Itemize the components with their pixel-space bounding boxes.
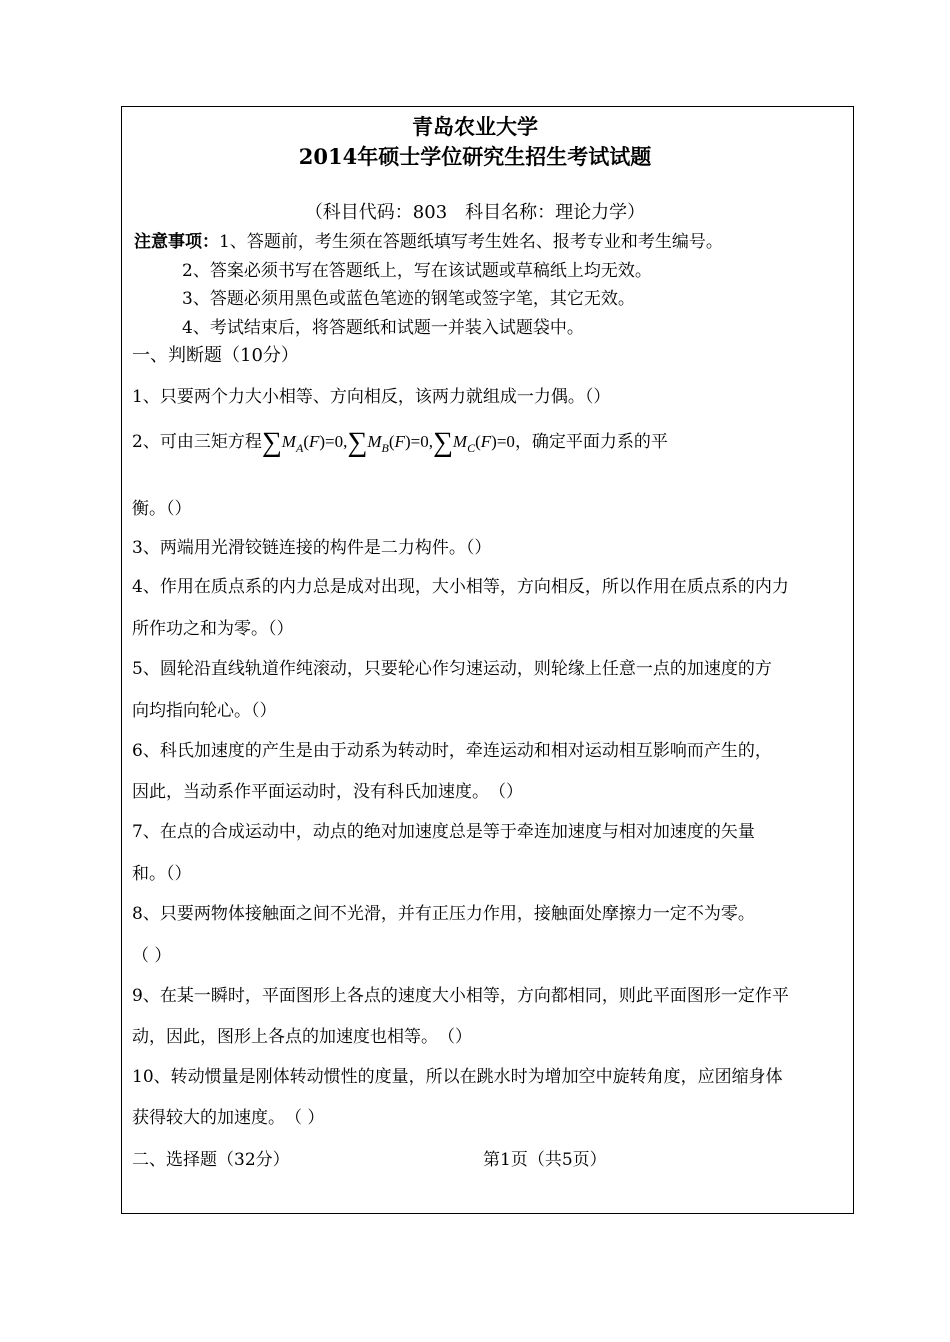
page-number: 第1页（共5页） [483, 1150, 607, 1170]
question-10-line-1: 10、转动惯量是刚体转动惯性的度量，所以在跳水时为增加空中旋转角度，应团缩身体 [132, 1067, 783, 1087]
question-9-line-1: 9、在某一瞬时，平面图形上各点的速度大小相等，方向都相同，则此平面图形一定作平 [132, 986, 789, 1006]
notice-item-2: 2、答案必须书写在答题纸上，写在该试题或草稿纸上均无效。 [182, 261, 652, 281]
university-name: 青岛农业大学 [412, 114, 538, 139]
question-5-line-2: 向均指向轮心。（） [132, 701, 277, 721]
question-4-line-1: 4、作用在质点系的内力总是成对出现，大小相等，方向相反，所以作用在质点系的内力 [132, 577, 789, 597]
question-8-line-2: （ ） [132, 946, 172, 966]
question-6-line-1: 6、科氏加速度的产生是由于动系为转动时，牵连运动和相对运动相互影响而产生的， [132, 741, 772, 761]
exam-title: 2014年硕士学位研究生招生考试试题 [298, 144, 652, 169]
question-8-line-1: 8、只要两物体接触面之间不光滑，并有正压力作用，接触面处摩擦力一定不为零。 [132, 904, 755, 924]
question-2-cont: 衡。（） [132, 499, 192, 519]
question-9-line-2: 动，因此，图形上各点的加速度也相等。 （） [132, 1027, 472, 1047]
notice-label: 注意事项： [134, 232, 219, 252]
section-2-title: 二、选择题（32分） [132, 1150, 290, 1170]
question-7-line-1: 7、在点的合成运动中，动点的绝对加速度总是等于牵连加速度与相对加速度的矢量 [132, 822, 755, 842]
question-2-prefix: 2、可由三矩方程 [132, 432, 262, 452]
notice-item-4: 4、考试结束后，将答题纸和试题一并装入试题袋中。 [182, 318, 584, 338]
question-1: 1、只要两个力大小相等、方向相反，该两力就组成一力偶。（） [132, 387, 611, 407]
question-7-line-2: 和。（） [132, 864, 192, 884]
moment-equation: $\sum M_A(F)=0,\sum M_B(F)=0,\sum M_C(F)=0$ [261, 427, 515, 458]
notice-item-3: 3、答题必须用黑色或蓝色笔迹的钢笔或签字笔，其它无效。 [182, 289, 635, 309]
question-3: 3、两端用光滑铰链连接的构件是二力构件。（） [132, 538, 492, 558]
question-6-line-2: 因此，当动系作平面运动时，没有科氏加速度。 （） [132, 782, 523, 802]
question-5-line-1: 5、圆轮沿直线轨道作纯滚动，只要轮心作匀速运动，则轮缘上任意一点的加速度的方 [132, 659, 772, 679]
question-2 [132, 427, 668, 459]
notice-item-1 [134, 231, 723, 253]
notice-text-1: 1、答题前，考生须在答题纸填写考生姓名、报考专业和考生编号。 [219, 232, 723, 252]
subject-info: （科目代码：803 科目名称：理论力学） [304, 202, 646, 223]
section-1-title: 一、判断题（10分） [132, 345, 299, 366]
question-10-line-2: 获得较大的加速度。 （ ） [132, 1108, 325, 1128]
question-4-line-2: 所作功之和为零。（） [132, 619, 294, 639]
question-2-suffix: ，确定平面力系的平 [514, 432, 668, 452]
